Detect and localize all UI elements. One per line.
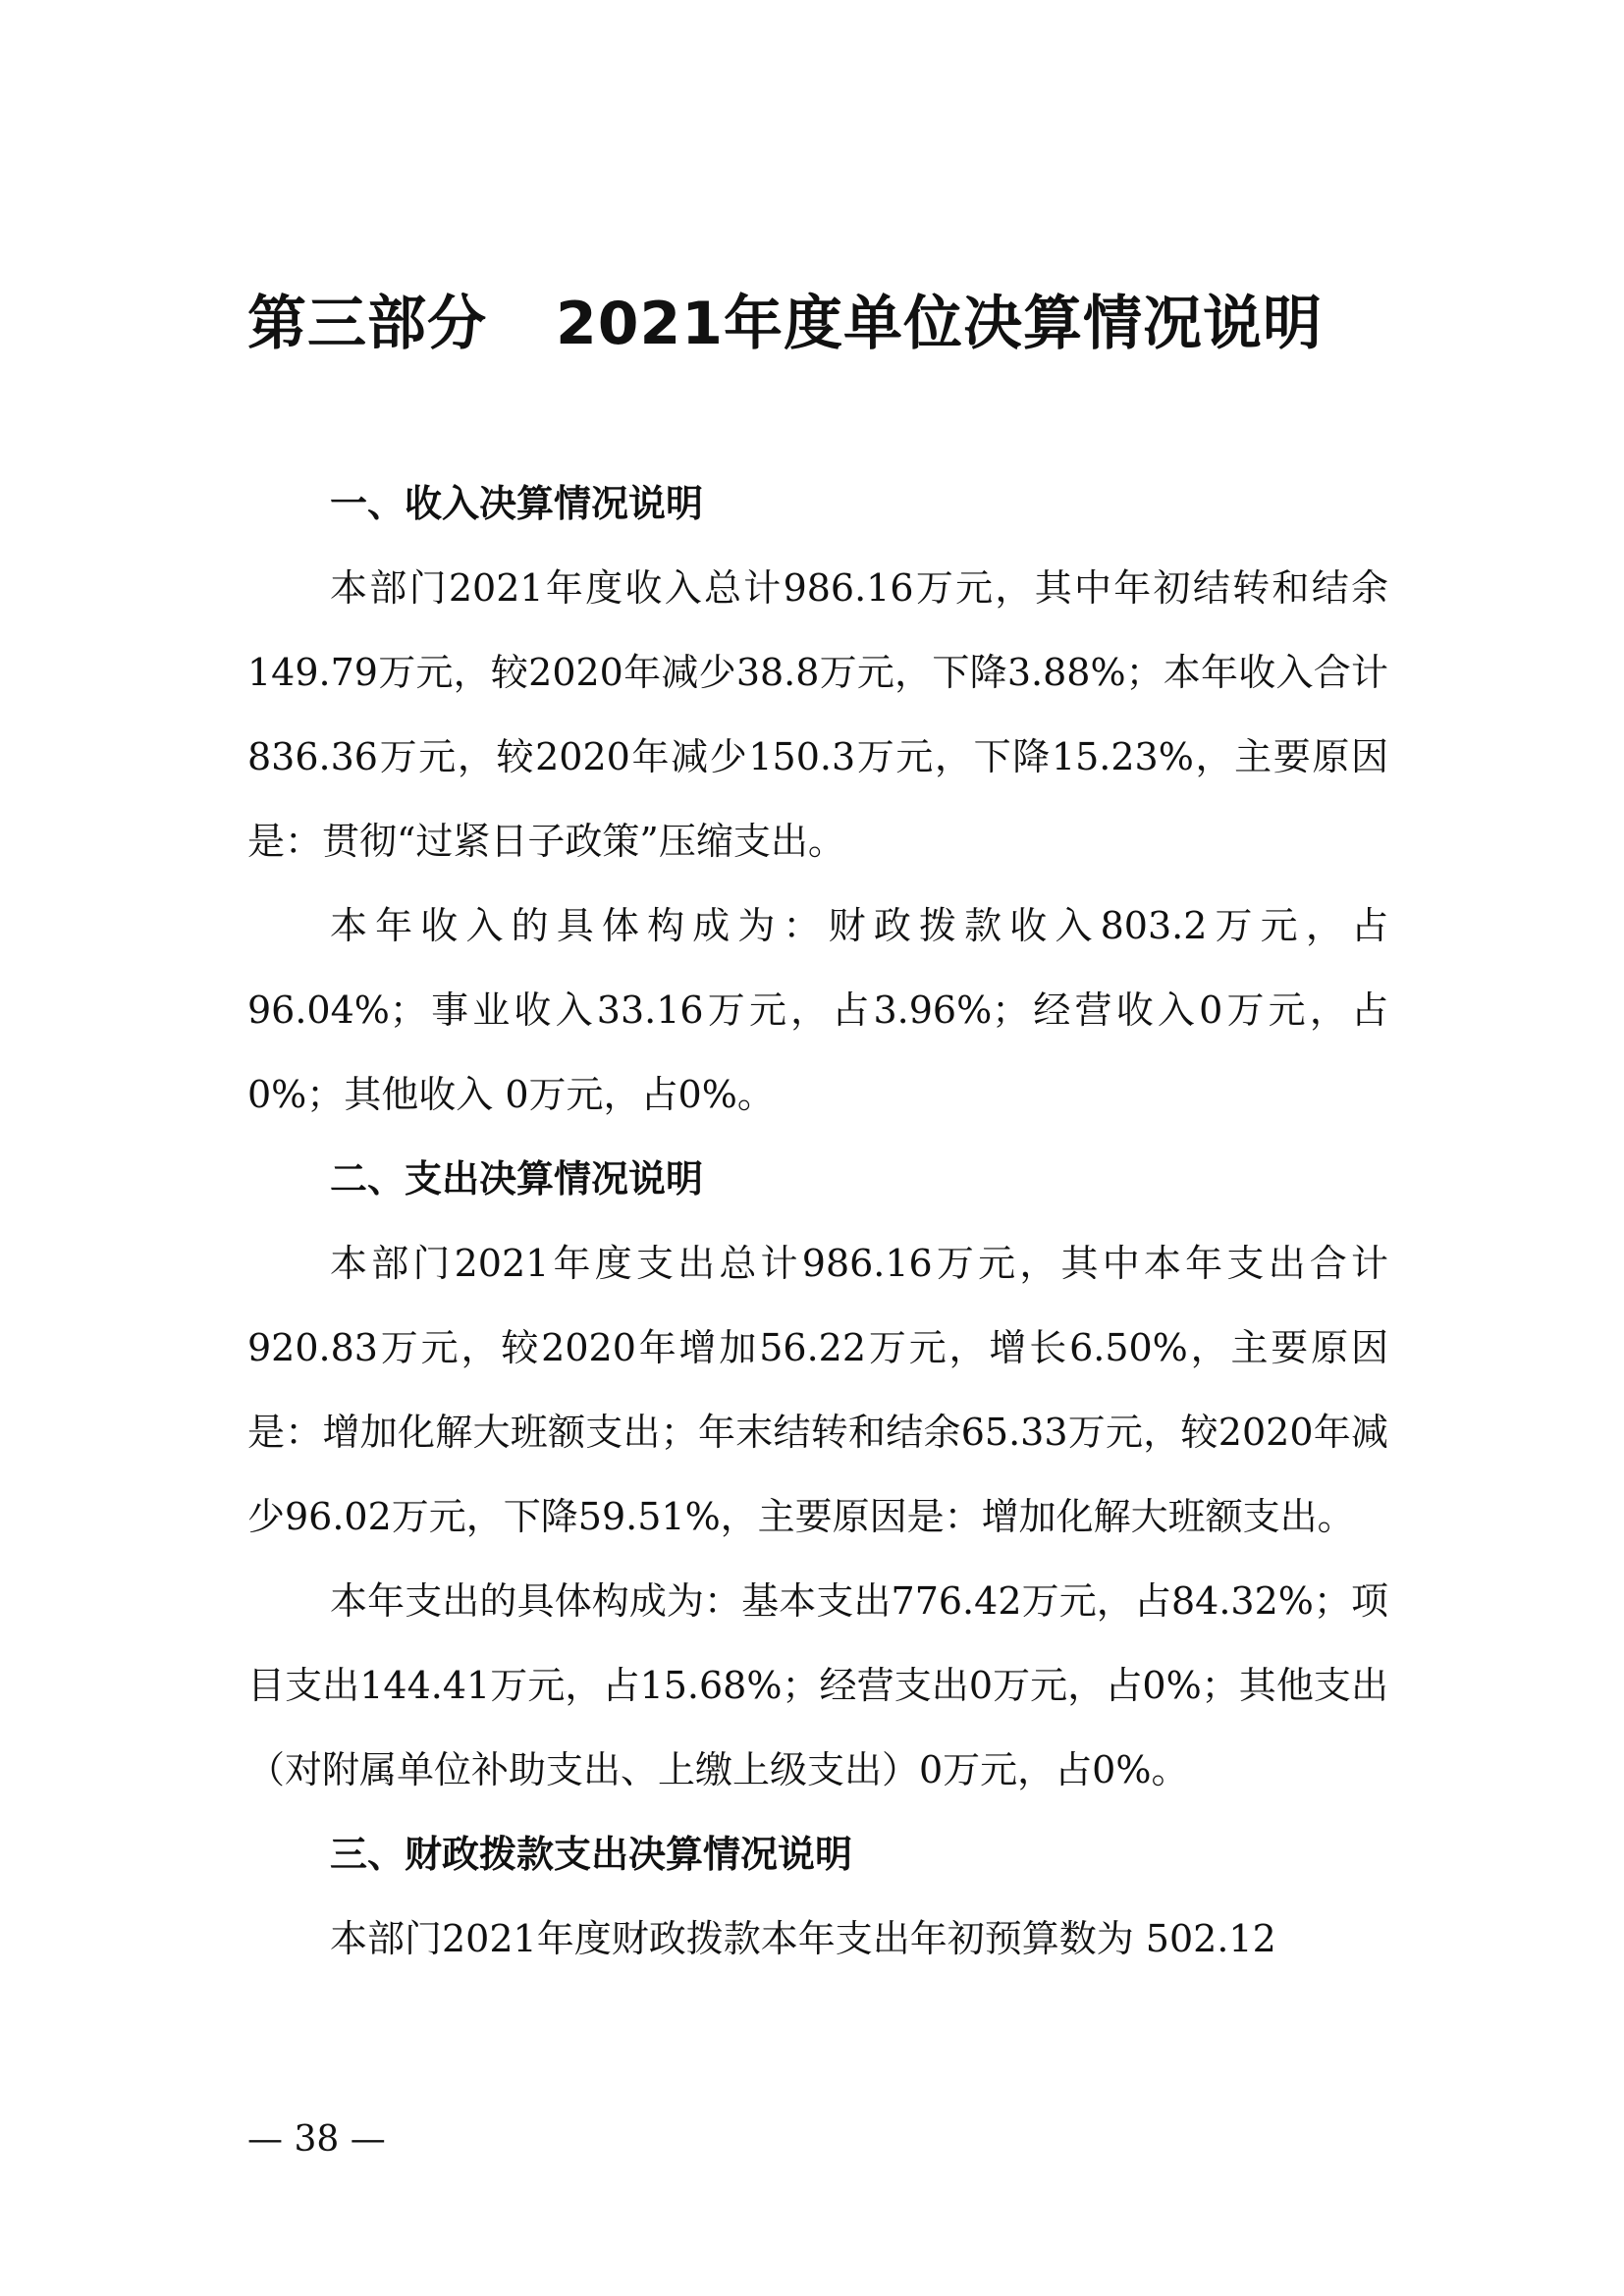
section-income bbox=[247, 461, 1388, 1137]
page-number: — 38 — bbox=[247, 2119, 386, 2160]
paragraph-expenditure-composition: 本年支出的具体构成为：基本支出776.42万元，占84.32%；项目支出144.41万元，占15.68%；经营支出0万元，占0%；其他支出（对附属单位补助支出、上缴上级支出）0万元，占0%。 bbox=[247, 1579, 1388, 1791]
page-title bbox=[247, 285, 1406, 363]
document-body bbox=[247, 461, 1388, 1981]
section-heading-fiscal-appropriation: 三、财政拨款支出决算情况说明 bbox=[330, 1833, 853, 1876]
title-part: 第三部分 bbox=[247, 290, 487, 358]
title-main: 2021年度单位决算情况说明 bbox=[556, 290, 1323, 358]
section-fiscal-appropriation bbox=[247, 1812, 1388, 1981]
paragraph-fiscal-appropriation: 本部门2021年度财政拨款本年支出年初预算数为 502.12 bbox=[330, 1917, 1276, 1960]
section-expenditure bbox=[247, 1137, 1388, 1812]
section-heading-income: 一、收入决算情况说明 bbox=[330, 482, 704, 525]
paragraph-income-composition: 本年收入的具体构成为：财政拨款收入803.2万元，占96.04%；事业收入33.16万元，占3.96%；经营收入0万元，占0%；其他收入 0万元，占0%。 bbox=[247, 904, 1388, 1116]
section-heading-expenditure: 二、支出决算情况说明 bbox=[330, 1157, 704, 1201]
paragraph-income-total: 本部门2021年度收入总计986.16万元，其中年初结转和结余149.79万元，较2020年减少38.8万元，下降3.88%；本年收入合计836.36万元，较2020年减少150.3万元，下降15.23%，主要原因是：贯彻“过紧日子政策”压缩支出。 bbox=[247, 566, 1388, 863]
paragraph-expenditure-total: 本部门2021年度支出总计986.16万元，其中本年支出合计920.83万元，较2020年增加56.22万元，增长6.50%，主要原因是：增加化解大班额支出；年末结转和结余65.33万元，较2020年减少96.02万元，下降59.51%，主要原因是：增加化解大班额支出。 bbox=[247, 1242, 1388, 1538]
